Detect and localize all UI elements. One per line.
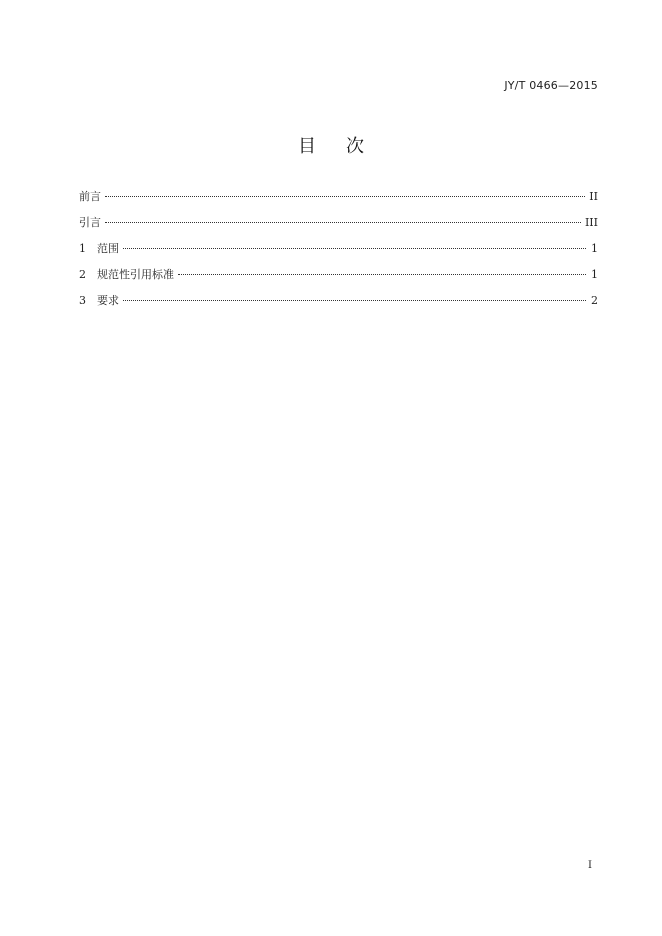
standard-number: JY/T 0466—2015 (504, 79, 598, 92)
toc-entry-number: 2 (79, 268, 86, 281)
page-number: I (588, 860, 592, 871)
toc-entry-label: 规范性引用标准 (97, 268, 174, 281)
toc-entry-page: 1 (591, 268, 598, 281)
toc-entry-label: 要求 (97, 294, 119, 307)
toc-entry-number: 1 (79, 242, 86, 255)
toc-entry-requirements[interactable] (79, 292, 598, 318)
toc-entry-foreword[interactable] (79, 188, 598, 214)
dot-leader (105, 195, 585, 197)
toc-entry-label: 引言 (79, 216, 101, 229)
toc-entry-label: 前言 (79, 190, 101, 203)
toc-entry-introduction[interactable] (79, 214, 598, 240)
table-of-contents (79, 188, 598, 318)
toc-title: 目次 (298, 136, 394, 157)
dot-leader (123, 299, 586, 301)
toc-entry-page: 2 (591, 294, 598, 307)
toc-entry-label: 范围 (97, 242, 119, 255)
toc-entry-normative-references[interactable] (79, 266, 598, 292)
dot-leader (123, 247, 586, 249)
toc-entry-scope[interactable] (79, 240, 598, 266)
dot-leader (105, 221, 581, 223)
toc-entry-page: 1 (591, 242, 598, 255)
toc-entry-page: II (589, 190, 598, 203)
dot-leader (178, 273, 586, 275)
toc-entry-number: 3 (79, 294, 86, 307)
toc-entry-page: III (584, 216, 598, 229)
